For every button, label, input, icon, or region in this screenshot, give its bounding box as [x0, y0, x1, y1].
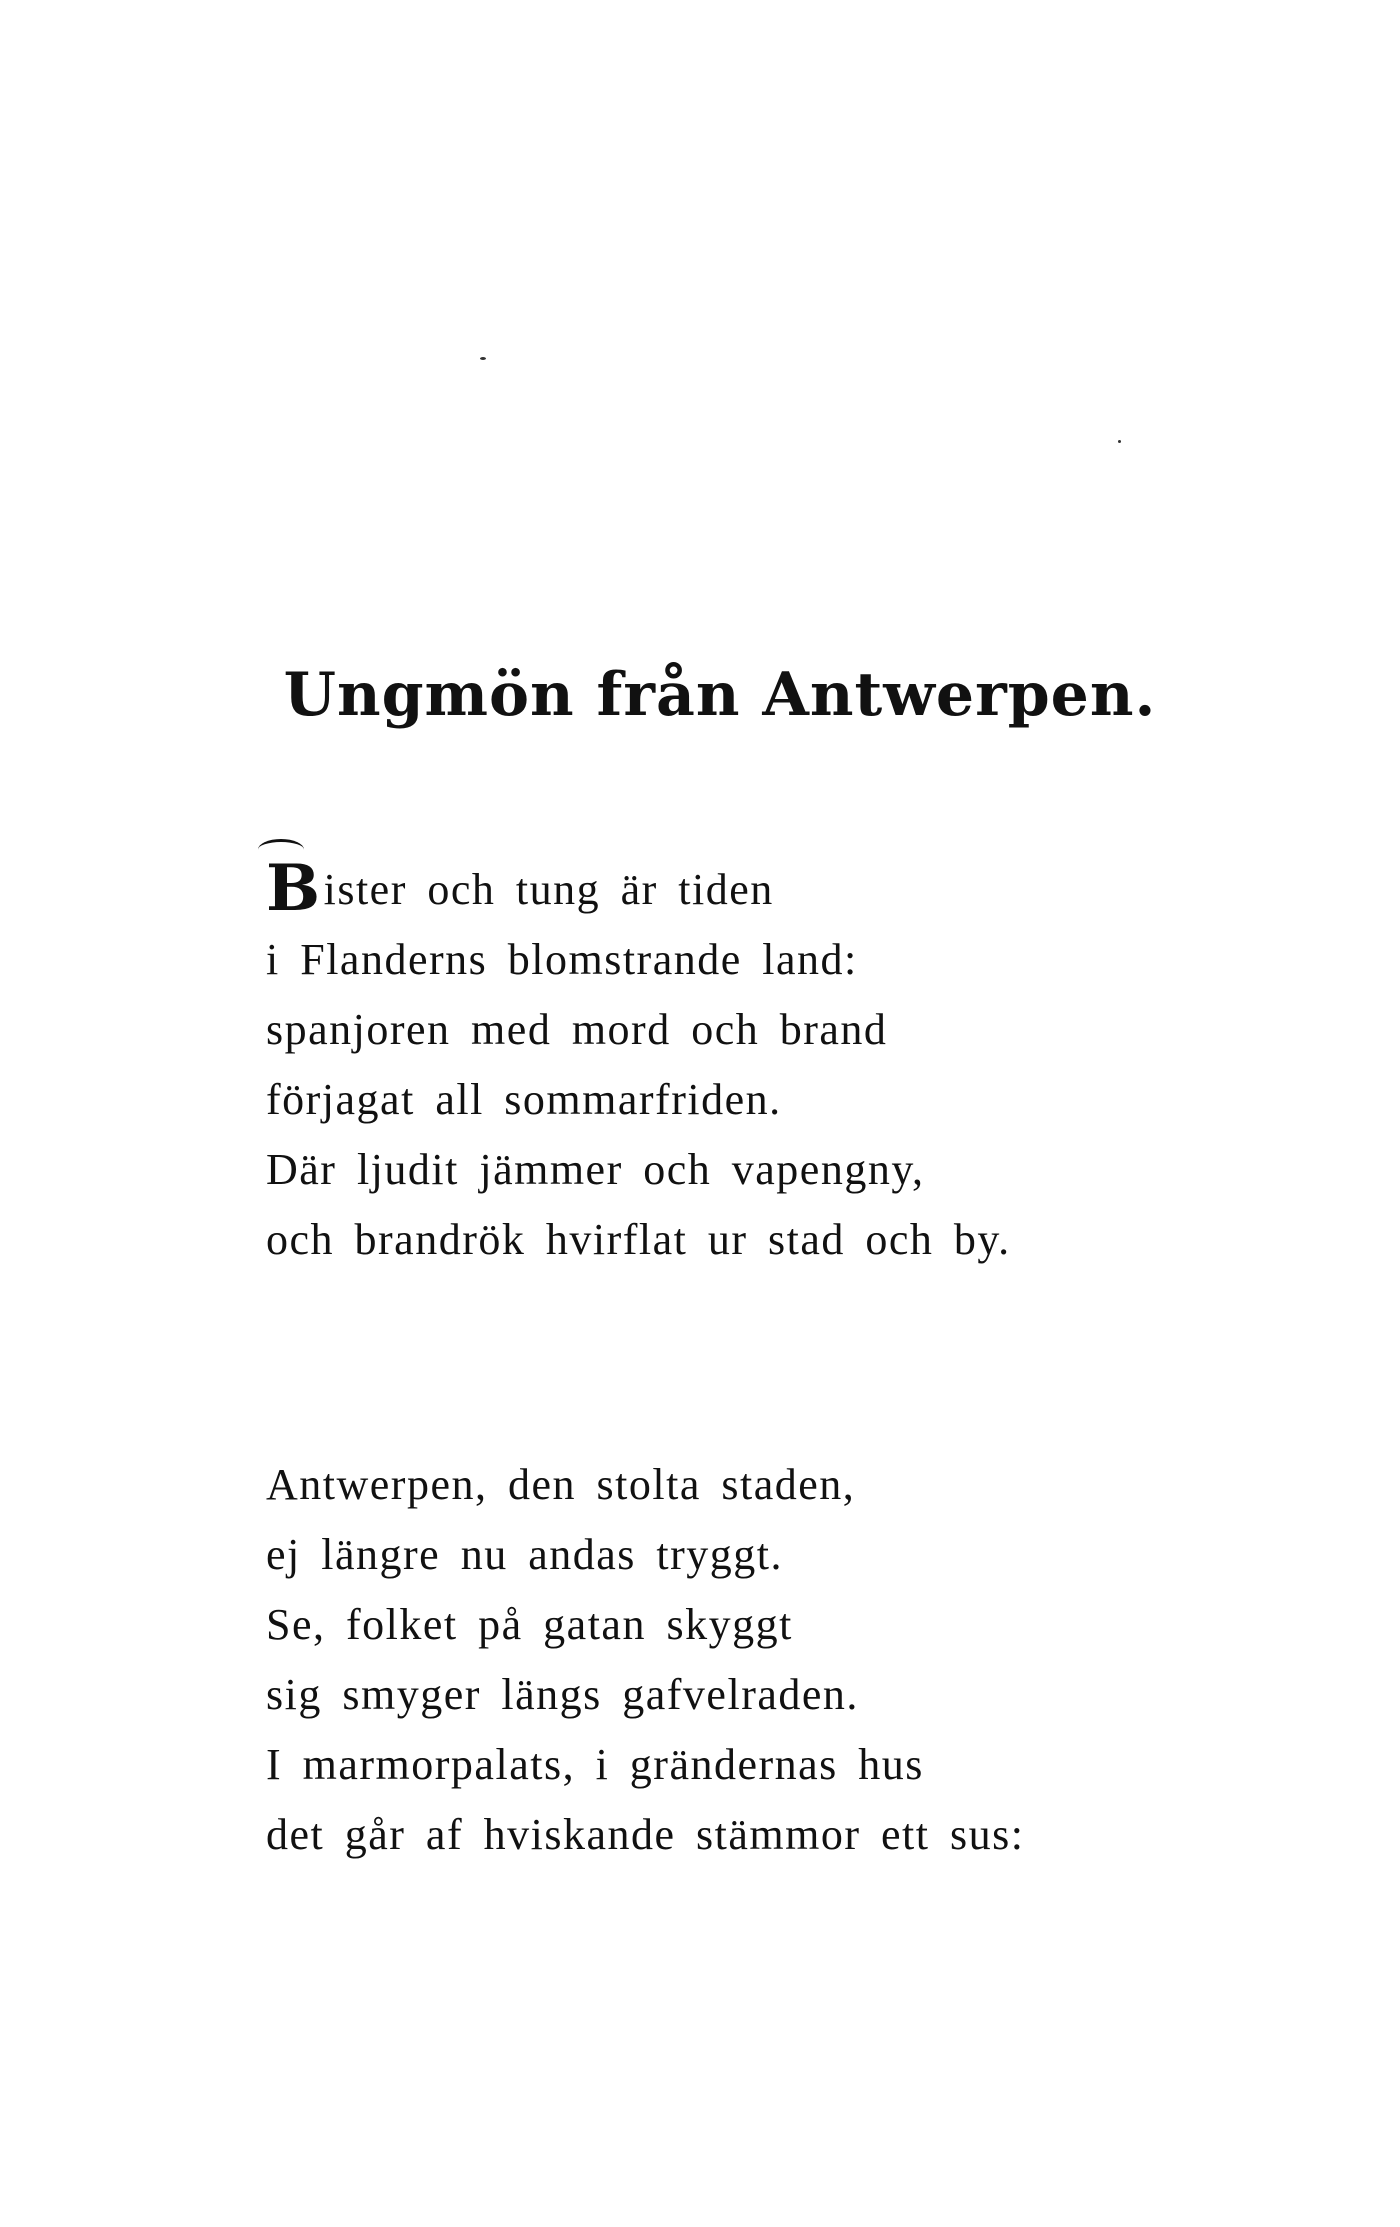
- stanza-2: [266, 1450, 1266, 1870]
- poem-line: spanjoren med mord och brand: [266, 1005, 888, 1054]
- poem-line: [266, 851, 1266, 926]
- poem-line: Där ljudit jämmer och vapengny,: [266, 1145, 925, 1194]
- print-speck: [480, 357, 486, 360]
- stanza-1: [266, 851, 1266, 1275]
- ornamental-initial: B: [266, 851, 322, 926]
- poem-line: det går af hviskande stämmor ett sus:: [266, 1810, 1025, 1859]
- poem-line: ej längre nu andas tryggt.: [266, 1530, 783, 1579]
- poem-line: I marmorpalats, i grändernas hus: [266, 1740, 924, 1789]
- poem-line: förjagat all sommarfriden.: [266, 1075, 782, 1124]
- print-speck: [1118, 440, 1121, 443]
- poem-line: i Flanderns blomstrande land:: [266, 935, 858, 984]
- poem-title: Ungmön från Antwerpen.: [283, 660, 1157, 730]
- poem-line: Se, folket på gatan skyggt: [266, 1600, 793, 1649]
- poem-line: Antwerpen, den stolta staden,: [266, 1460, 856, 1509]
- poem-line: sig smyger längs gafvelraden.: [266, 1670, 859, 1719]
- poem-line: och brandrök hvirflat ur stad och by.: [266, 1215, 1011, 1264]
- poem-line-text: ister och tung är tiden: [323, 865, 774, 914]
